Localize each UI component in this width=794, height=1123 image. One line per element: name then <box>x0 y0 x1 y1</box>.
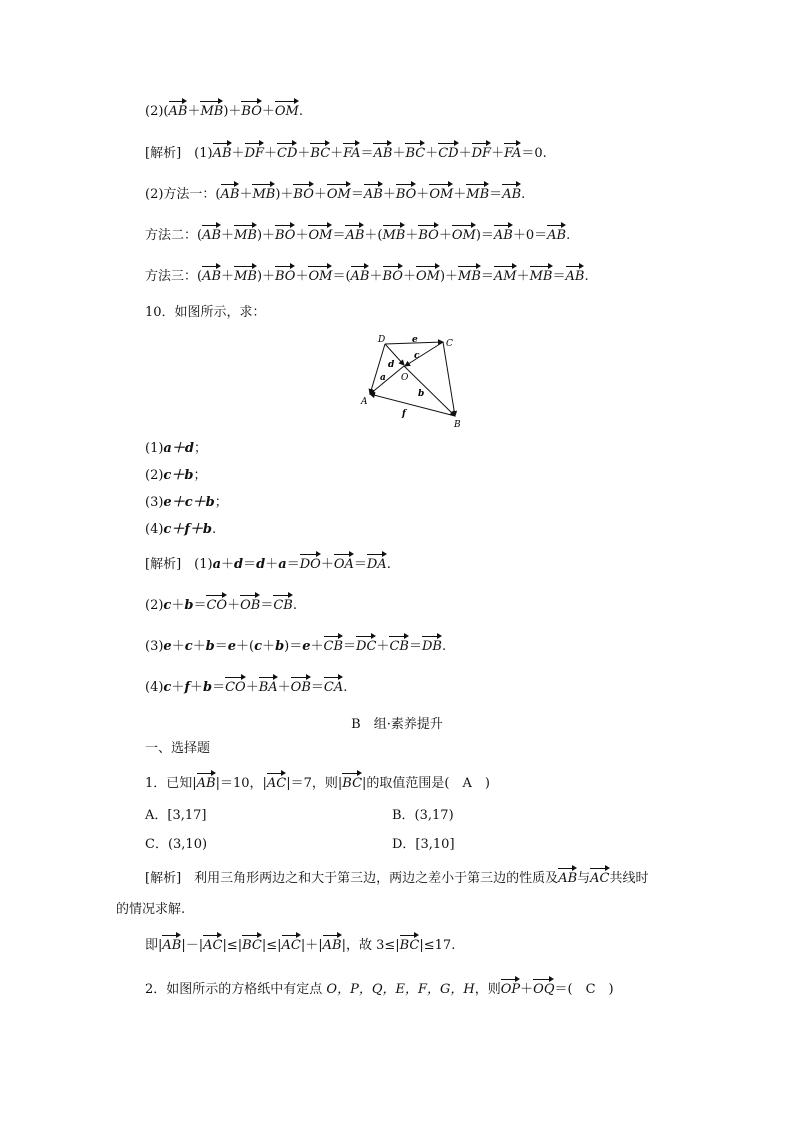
vector-c-label: c <box>414 351 420 361</box>
q1-option-c: C．(3,10) <box>145 837 208 852</box>
q10-item-3: (3)e＋c＋b； <box>145 495 228 510</box>
vector-a-label: a <box>380 373 386 383</box>
part-one-title: 一、选择题 <box>145 741 211 756</box>
q10-item-4: (4)c＋f＋b. <box>145 522 217 537</box>
q10-figure <box>355 330 470 430</box>
q10-solution-1: [解析] (1)a＋d＝d＋a＝DO＋OA＝DA. <box>145 557 391 573</box>
q1-option-b: B．(3,17) <box>392 808 454 823</box>
vec-OM: OM <box>275 100 299 120</box>
q9-part2: (2)(AB＋MB)＋BO＋OM. <box>145 104 303 120</box>
solution-tag: [解析] <box>145 871 182 886</box>
point-B: B <box>454 420 461 430</box>
vector-f-label: f <box>402 409 406 419</box>
q9-method-1: (2)方法一：(AB＋MB)＋BO＋OM＝AB＋BO＋OM＋MB＝AB. <box>145 187 525 203</box>
q10-item-2: (2)c＋b； <box>145 468 207 483</box>
solution-tag: [解析] <box>145 557 182 572</box>
point-C: C <box>446 339 453 349</box>
vector-e-label: e <box>412 335 418 345</box>
vector-d-label: d <box>388 360 395 370</box>
point-D: D <box>378 335 386 345</box>
q1-solution-line3: 即|AB|－|AC|≤|BC|≤|AC|＋|AB|，故 3≤|BC|≤17. <box>145 938 455 954</box>
q1-solution-line2: 的情况求解. <box>116 902 186 917</box>
vec-AB: AB <box>169 100 188 120</box>
section-b-heading: B 组·素养提升 <box>351 717 443 732</box>
q10-solution-3: (3)e＋c＋b＝e＋(c＋b)＝e＋CB＝DC＋CB＝DB. <box>145 639 446 655</box>
q1-solution-line1: [解析] 利用三角形两边之和大于第三边，两边之差小于第三边的性质及AB与AC共线时 <box>145 871 649 887</box>
solution-tag: [解析] <box>145 146 182 161</box>
q10-solution-4: (4)c＋f＋b＝CO＋BA＋OB＝CA. <box>145 680 347 696</box>
q9-solution-part1: [解析] (1)AB＋DF＋CD＋BC＋FA＝AB＋BC＋CD＋DF＋FA＝0. <box>145 146 547 162</box>
q2-stem: 2．如图所示的方格纸中有定点 O，P，Q，E，F，G，H，则OP＋OQ＝( C ) <box>145 982 614 998</box>
vec-MB: MB <box>200 100 223 120</box>
q1-option-d: D．[3,10] <box>392 837 455 852</box>
q2-answer: C <box>585 982 596 997</box>
point-A: A <box>361 397 368 407</box>
q10-solution-2: (2)c＋b＝CO＋OB＝CB. <box>145 598 297 614</box>
q1-option-a: A．[3,17] <box>145 808 207 823</box>
q1-stem: 1．已知|AB|＝10，|AC|＝7，则|BC|的取值范围是( A ) <box>145 776 490 792</box>
vec-BO: BO <box>241 100 261 120</box>
q10-item-1: (1)a＋d； <box>145 441 207 456</box>
q1-answer: A <box>462 776 472 791</box>
vector-b-label: b <box>418 389 425 399</box>
q9-method-2: 方法二：(AB＋MB)＋BO＋OM＝AB＋(MB＋BO＋OM)＝AB＋0＝AB. <box>145 228 570 244</box>
q10-stem: 10．如图所示，求： <box>145 305 266 320</box>
q9-method-3: 方法三：(AB＋MB)＋BO＋OM＝(AB＋BO＋OM)＋MB＝AM＋MB＝AB. <box>145 269 589 285</box>
point-O: O <box>401 373 409 383</box>
